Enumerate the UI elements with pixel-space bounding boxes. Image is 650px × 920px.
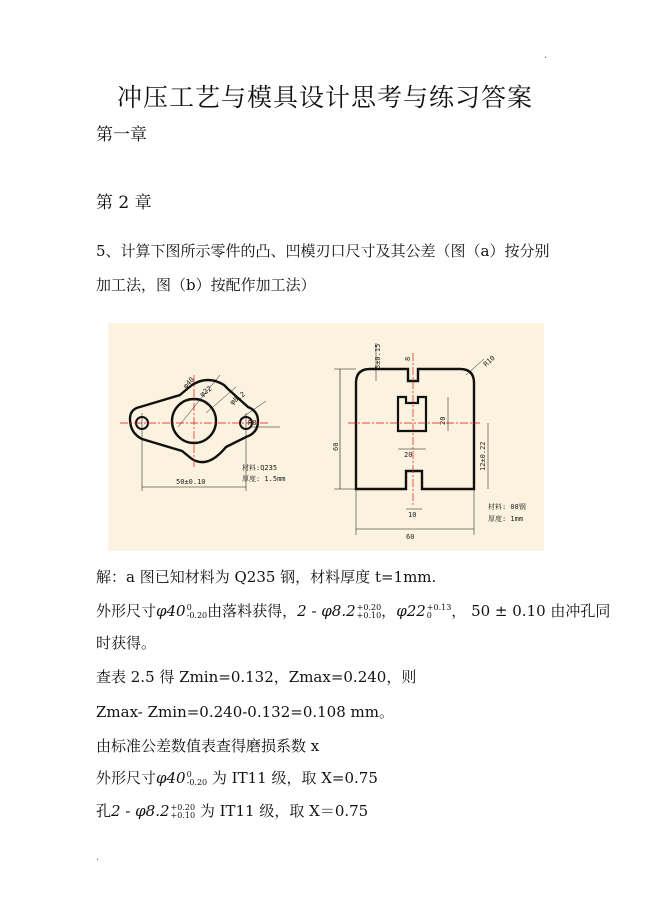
solution-line-2 xyxy=(96,601,610,621)
tolerance-lower: -0.20 xyxy=(186,778,208,787)
dimension-value: φ40 xyxy=(156,769,186,787)
center-distance-label: 50±0.10 xyxy=(176,478,206,486)
tolerance xyxy=(427,604,452,620)
solution-line-5: Zmax- Zmin=0.240-0.132=0.108 mm。 xyxy=(96,703,394,721)
drawing-svg xyxy=(108,323,544,551)
slot-depth-label: 20 xyxy=(439,416,447,425)
center-height-label: 12±0.22 xyxy=(479,441,487,471)
chapter-2-heading: 第 2 章 xyxy=(96,193,152,213)
corner-dot: . xyxy=(544,50,548,61)
slot-top-label: 8 xyxy=(404,356,412,361)
question-line-2: 加工法，图（b）按配作加工法） xyxy=(96,276,316,294)
solution-text: ， 50 ± 0.10 由冲孔同 xyxy=(451,602,611,620)
page-title: 冲压工艺与模具设计思考与练习答案 xyxy=(116,83,533,112)
solution-text: 为 IT11 级，取 X=0.75 xyxy=(207,769,378,787)
tolerance-lower: 0 xyxy=(426,611,432,620)
right-thickness-label: 厚度: 1mm xyxy=(488,515,524,523)
dimension-value: 2 - φ8.2 xyxy=(297,602,356,620)
question-line-1: 5、计算下图所示零件的凸、凹模刃口尺寸及其公差（图（a）按分别 xyxy=(96,242,550,260)
solution-line-3: 时获得。 xyxy=(96,634,157,652)
solution-text: 由落料获得， xyxy=(207,602,298,620)
tolerance xyxy=(357,604,382,620)
tolerance xyxy=(187,604,208,620)
radius-label-left: R8 xyxy=(248,419,257,427)
solution-line-8 xyxy=(96,801,368,821)
solution-text: ， xyxy=(381,602,397,620)
right-part-drawing xyxy=(334,343,488,535)
tolerance xyxy=(171,804,196,820)
small-diameter-label: φ8.2 xyxy=(228,390,247,407)
solution-text: 孔 xyxy=(96,802,112,820)
middle-diameter-label: φ22 xyxy=(198,384,214,399)
bottom-slot-label: 10 xyxy=(408,511,417,519)
leader-line xyxy=(466,359,484,375)
solution-text: 外形尺寸 xyxy=(96,602,157,620)
outer-diameter-label: φ40 xyxy=(181,375,196,391)
dimension-value: φ40 xyxy=(156,602,186,620)
tolerance xyxy=(187,771,208,787)
dimension-value: φ22 xyxy=(396,602,426,620)
solution-line-1: 解：a 图已知材料为 Q235 钢，材料厚度 t=1mm. xyxy=(96,568,437,586)
solution-line-4: 查表 2.5 得 Zmin=0.132，Zmax=0.240，则 xyxy=(96,668,417,686)
left-material-label: 材料:Q235 xyxy=(242,464,278,472)
right-material-label: 材料: 08钢 xyxy=(488,503,526,511)
dimension-value: 2 - φ8.2 xyxy=(111,802,170,820)
solution-text: 外形尺寸 xyxy=(96,769,157,787)
width-label: 60 xyxy=(406,533,415,541)
rectangular-slot xyxy=(398,397,426,431)
slot-width-label: 20 xyxy=(404,451,413,459)
top-tab-label: 5±0.15 xyxy=(374,343,382,369)
right-outline xyxy=(356,369,474,489)
corner-dot: . xyxy=(96,852,100,863)
tolerance-lower: +0.10 xyxy=(170,811,196,820)
left-thickness-label: 厚度: 1.5mm xyxy=(242,475,286,483)
chapter-1-heading: 第一章 xyxy=(96,125,147,145)
solution-line-7 xyxy=(96,768,378,788)
technical-drawing-figure xyxy=(108,323,544,551)
tolerance-upper: +0.20 xyxy=(356,603,382,612)
solution-text: 为 IT11 级，取 X＝0.75 xyxy=(195,802,369,820)
tolerance-lower: +0.10 xyxy=(356,611,382,620)
tolerance-upper: 0 xyxy=(186,603,192,612)
tolerance-lower: -0.20 xyxy=(186,611,208,620)
radius-label-right: R10 xyxy=(481,354,497,369)
height-label: 60 xyxy=(332,442,340,451)
tolerance-upper: +0.20 xyxy=(170,803,196,812)
solution-line-6: 由标准公差数值表查得磨损系数 x xyxy=(96,737,320,755)
tolerance-upper: 0 xyxy=(186,770,192,779)
tolerance-upper: +0.13 xyxy=(426,603,452,612)
